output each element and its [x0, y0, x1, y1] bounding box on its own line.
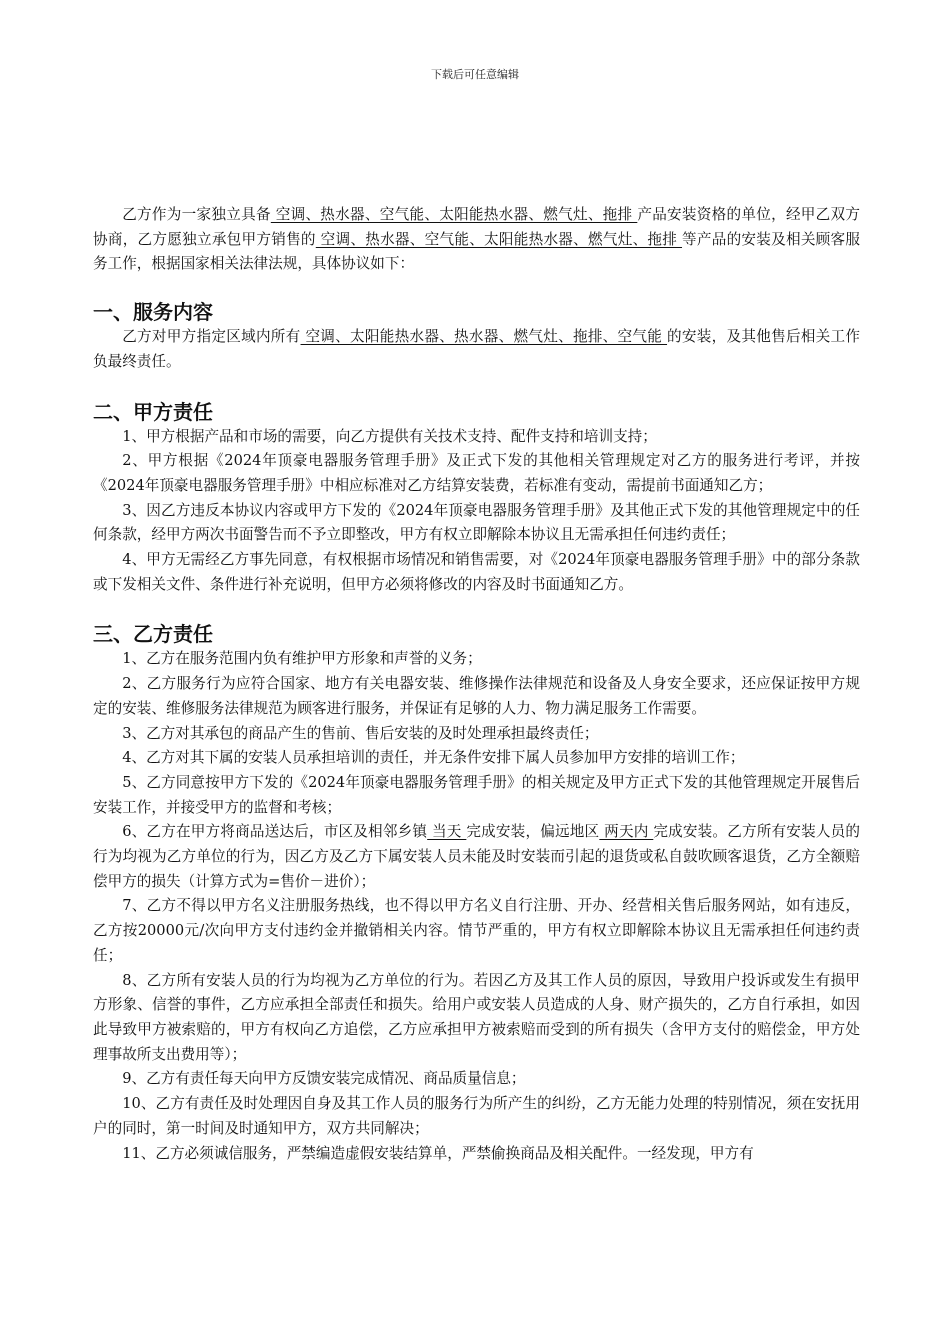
party-b-item: 7、乙方不得以甲方名义注册服务热线，也不得以甲方名义自行注册、开办、经营相关售后服务网站，如有违反，乙方按20000元/次向甲方支付违约金并撤销相关内容。情节严重的，甲方有权立即解除本协议且无需承担任何违约责任； [93, 897, 860, 964]
section-heading-service-content: 一、服务内容 [93, 300, 213, 325]
section-heading-party-b-duties: 三、乙方责任 [93, 622, 213, 647]
party-b-item: 2、乙方服务行为应符合国家、地方有关电器安装、维修操作法律规范和设备及人身安全要求，还应保证按甲方规定的安装、维修服务法律规范为顾客进行服务，并保证有足够的人力、物力满足服务工作需要。 [93, 675, 860, 717]
section1-paragraph [93, 325, 860, 374]
party-b-item: 9、乙方有责任每天向甲方反馈安装完成情况、商品质量信息； [122, 1070, 526, 1088]
section1-products: 空调、太阳能热水器、热水器、燃气灶、拖排、空气能 [300, 328, 668, 346]
party-a-item: 4、甲方无需经乙方事先同意，有权根据市场情况和销售需要，对《2024年顶豪电器服务管理手册》中的部分条款或下发相关文件、条件进行补充说明，但甲方必须将修改的内容及时书面通知乙方。 [93, 551, 860, 593]
item6-text-3: 完成安装。乙方所有安装人员的行为均视为乙方单位的行为，因乙方及乙方下属安装人员未能及时安装而引起的退货或私自鼓吹顾客退货，乙方全额赔偿甲方的损失（计算方式为=售价－进价）； [93, 823, 860, 890]
intro-text-1: 乙方作为一家独立具备 [122, 206, 271, 223]
section1-text-2: 的安装，及其他售后相关工作负最终责任。 [93, 328, 860, 370]
party-a-item: 2、甲方根据《2024年顶豪电器服务管理手册》及正式下发的其他相关管理规定对乙方的服务进行考评，并按《2024年顶豪电器服务管理手册》中相应标准对乙方结算安装费，若标准有变动，需提前书面通知乙方； [93, 452, 860, 494]
item6-remote-deadline: 两天内 [599, 823, 654, 841]
page-header-note: 下载后可任意编辑 [431, 68, 519, 81]
party-b-item: 3、乙方对其承包的商品产生的售前、售后安装的及时处理承担最终责任； [122, 724, 599, 742]
party-b-item: 5、乙方同意按甲方下发的《2024年顶豪电器服务管理手册》的相关规定及甲方正式下发的其他管理规定开展售后安装工作，并接受甲方的监督和考核； [93, 773, 860, 816]
party-b-item: 4、乙方对其下属的安装人员承担培训的责任，并无条件安排下属人员参加甲方安排的培训工作； [122, 749, 745, 767]
party-b-item: 1、乙方在服务范围内负有维护甲方形象和声誉的义务； [122, 650, 482, 668]
intro-products-2: 空调、热水器、空气能、太阳能热水器、燃气灶、拖排 [315, 230, 683, 248]
intro-text-3: 等产品的安装及相关顾客服务工作，根据国家相关法律法规，具体协议如下： [93, 230, 860, 273]
party-b-item: 10、乙方有责任及时处理因自身及其工作人员的服务行为所产生的纠纷，乙方无能力处理的特别情况，须在安抚用户的同时，第一时间及时通知甲方，双方共同解决； [93, 1095, 860, 1137]
item6-text-1: 6、乙方在甲方将商品送达后，市区及相邻乡镇 [122, 823, 428, 841]
intro-text-2: 产品安装资格的单位，经甲乙双方协商，乙方愿独立承包甲方销售的 [93, 206, 860, 248]
party-a-item: 3、因乙方违反本协议内容或甲方下发的《2024年顶豪电器服务管理手册》及其他正式下发的其他管理规定中的任何条款，经甲方两次书面警告而不予立即整改，甲方有权立即解除本协议且无需承担任何违约责任； [93, 501, 860, 544]
party-b-item: 8、乙方所有安装人员的行为均视为乙方单位的行为。若因乙方及其工作人员的原因，导致用户投诉或发生有损甲方形象、信誉的事件，乙方应承担全部责任和损失。给用户或安装人员造成的人身、财产损失的，乙方自行承担，如因此导致甲方被索赔的，甲方有权向乙方追偿，乙方应承担甲方被索赔而受到的所有损失（含甲方支付的赔偿金，甲方处理事故所支出费用等）； [93, 971, 860, 1063]
section-heading-party-a-duties: 二、甲方责任 [93, 399, 213, 424]
section1-text-1: 乙方对甲方指定区域内所有 [122, 328, 301, 346]
item6-text-2: 完成安装，偏远地区 [466, 823, 600, 841]
item6-urban-deadline: 当天 [427, 823, 467, 841]
document-body [93, 203, 860, 1166]
party-a-item: 1、甲方根据产品和市场的需要，向乙方提供有关技术支持、配件支持和培训支持； [122, 427, 657, 445]
party-b-item-6 [93, 820, 860, 894]
intro-products-1: 空调、热水器、空气能、太阳能热水器、燃气灶、拖排 [270, 206, 638, 223]
intro-paragraph [93, 203, 860, 277]
party-b-item: 11、乙方必须诚信服务，严禁编造虚假安装结算单，严禁偷换商品及相关配件。一经发现，甲方有 [122, 1144, 754, 1162]
